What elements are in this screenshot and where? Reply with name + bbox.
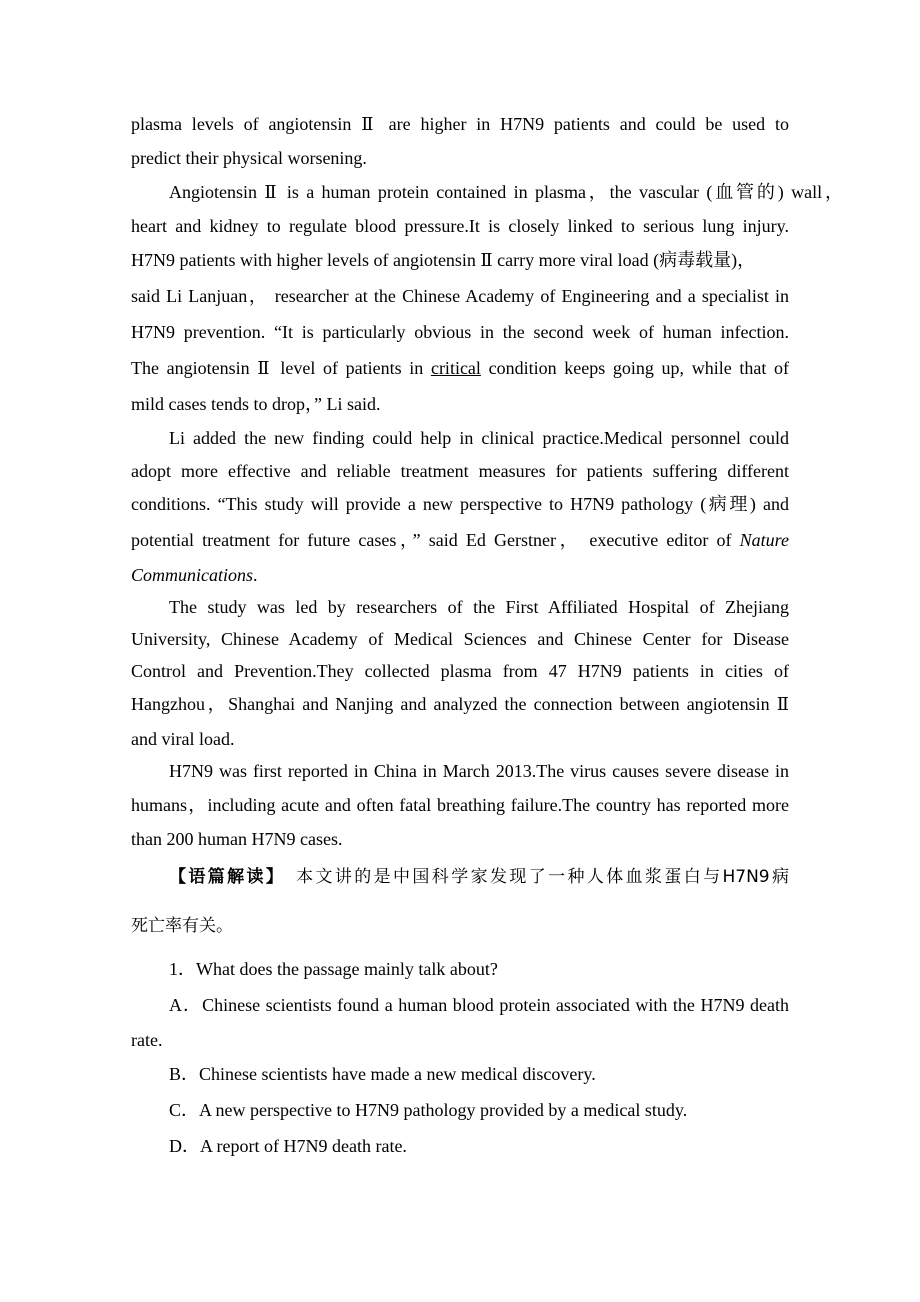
- text-line: [131, 357, 789, 379]
- text-line: [169, 994, 789, 1016]
- text-line: [131, 728, 789, 750]
- text-segment: humans，including acute and often fatal breathing failure.The country has reported more: [131, 795, 789, 815]
- text-segment: 本文讲的是中国科学家发现了一种人体血浆蛋白与H7N9病: [276, 867, 789, 887]
- text-segment: H7N9 was first reported in China in March 2013.The virus causes severe disease in: [169, 761, 789, 781]
- text-segment: Control and Prevention.They collected plasma from 47 H7N9 patients in cities of: [131, 661, 789, 681]
- text-segment: critical: [430, 358, 481, 378]
- text-segment: Hangzhou，Shanghai and Nanjing and analyzed the connection between angiotensin Ⅱ: [131, 694, 789, 714]
- text-line: [131, 285, 789, 307]
- text-line: [169, 596, 789, 618]
- text-line: [131, 564, 789, 586]
- text-line: [169, 1063, 789, 1085]
- text-line: [169, 1099, 789, 1121]
- text-segment: Li added the new finding could help in clinical practice.Medical personnel could: [169, 428, 789, 448]
- text-line: [169, 760, 789, 782]
- text-line: [131, 628, 789, 650]
- text-segment: plasma levels of angiotensin Ⅱ are higher in H7N9 patients and could be used to: [131, 114, 789, 134]
- text-line: [131, 393, 789, 415]
- text-line: [131, 215, 789, 237]
- text-segment: 【语篇解读】: [169, 867, 277, 887]
- text-segment: potential treatment for future cases，” said Ed Gerstner， executive editor of: [131, 530, 740, 550]
- text-segment: mild cases tends to drop，” Li said.: [131, 394, 381, 414]
- text-line: [131, 529, 789, 551]
- text-line: [169, 866, 789, 888]
- text-segment: A．Chinese scientists found a human blood protein associated with the H7N9 death: [169, 995, 789, 1015]
- text-line: [131, 321, 789, 343]
- text-segment: and viral load.: [131, 729, 235, 749]
- text-segment: The study was led by researchers of the First Affiliated Hospital of Zhejiang: [169, 597, 789, 617]
- text-segment: B．Chinese scientists have made a new medical discovery.: [169, 1064, 596, 1084]
- text-segment: predict their physical worsening.: [131, 148, 367, 168]
- text-line: [131, 794, 789, 816]
- text-segment: than 200 human H7N9 cases.: [131, 829, 343, 849]
- text-segment: C．A new perspective to H7N9 pathology provided by a medical study.: [169, 1100, 688, 1120]
- text-segment: condition keeps going up, while that of: [480, 358, 789, 378]
- text-segment: rate.: [131, 1030, 163, 1050]
- text-segment: heart and kidney to regulate blood pressure.It is closely linked to serious lung injury.: [131, 216, 789, 236]
- text-segment: Nature: [739, 530, 789, 550]
- text-segment: conditions. “This study will provide a new perspective to H7N9 pathology (病理) and: [131, 494, 789, 514]
- text-segment: University, Chinese Academy of Medical Sciences and Chinese Center for Disease: [131, 629, 789, 649]
- text-segment: D．A report of H7N9 death rate.: [169, 1136, 407, 1156]
- text-line: [131, 828, 789, 850]
- text-line: [131, 460, 789, 482]
- text-line: [131, 660, 789, 682]
- text-segment: Angiotensin Ⅱ is a human protein contained in plasma，the vascular (血管的) wall，: [169, 182, 843, 202]
- text-line: [131, 493, 789, 515]
- text-line: [131, 249, 789, 271]
- text-segment: adopt more effective and reliable treatment measures for patients suffering different: [131, 461, 789, 481]
- text-line: [131, 113, 789, 135]
- text-segment: 死亡率有关。: [131, 916, 233, 936]
- text-segment: 1．What does the passage mainly talk about?: [169, 959, 498, 979]
- text-segment: Communications: [131, 565, 254, 585]
- text-line: [169, 427, 789, 449]
- text-line: [131, 915, 789, 937]
- text-line: [131, 693, 789, 715]
- text-line: [169, 1135, 789, 1157]
- text-segment: H7N9 prevention. “It is particularly obvious in the second week of human infection.: [131, 322, 789, 342]
- text-segment: The angiotensin Ⅱ level of patients in: [131, 358, 431, 378]
- text-line: [131, 147, 789, 169]
- text-line: [169, 181, 843, 203]
- text-line: [169, 958, 789, 980]
- text-line: [131, 1029, 789, 1051]
- text-segment: .: [253, 565, 258, 585]
- text-segment: said Li Lanjuan， researcher at the Chinese Academy of Engineering and a specialist in: [131, 286, 789, 306]
- text-segment: H7N9 patients with higher levels of angiotensin Ⅱ carry more viral load (病毒载量)，: [131, 250, 756, 270]
